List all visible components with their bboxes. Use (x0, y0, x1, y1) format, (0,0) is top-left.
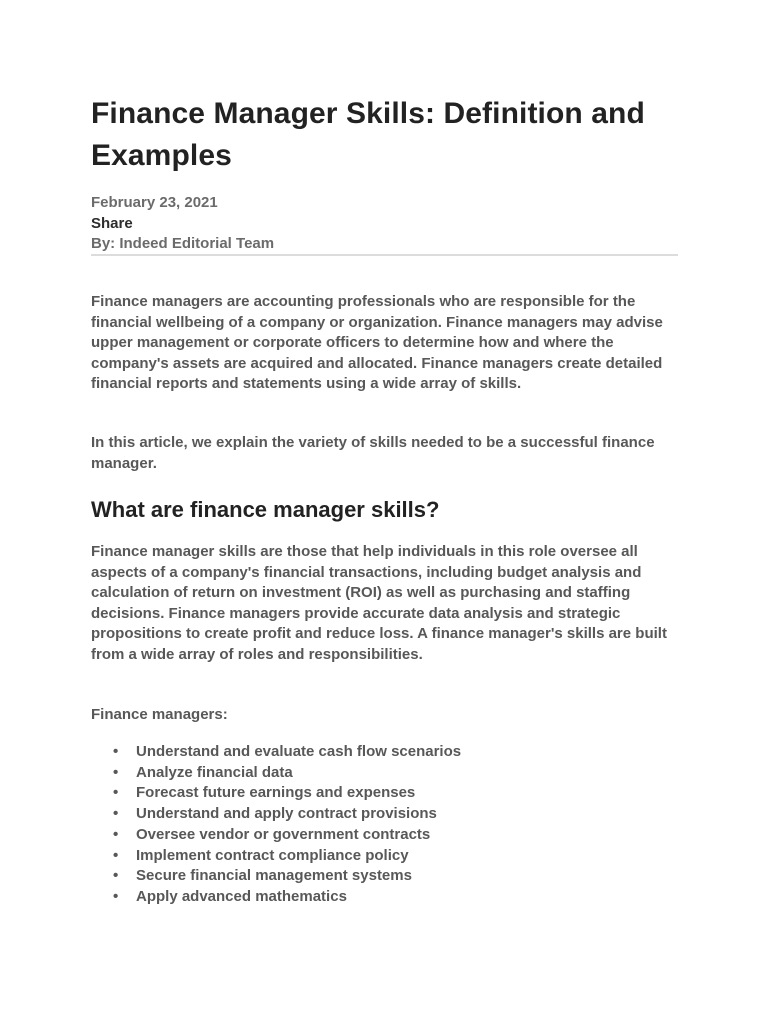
bullet-icon: • (113, 784, 119, 802)
list-item-text: Implement contract compliance policy (136, 846, 409, 864)
list-item-text: Understand and evaluate cash flow scenarios (136, 743, 462, 760)
list-item (91, 825, 681, 846)
bullet-icon: • (113, 825, 119, 843)
intro-paragraph-2: In this article, we explain the variety of skills needed to be a successful finance manager. (91, 434, 655, 472)
list-item (91, 887, 681, 908)
header-divider (91, 254, 678, 256)
list-item (91, 783, 681, 804)
bullet-icon: • (113, 887, 119, 905)
author-byline: By: Indeed Editorial Team (91, 235, 275, 252)
bullet-icon: • (113, 743, 119, 760)
page-title: Finance Manager Skills: Definition and Examples (91, 97, 645, 172)
list-item-text: Forecast future earnings and expenses (136, 784, 416, 802)
article-meta (91, 193, 681, 255)
list-item-text: Apply advanced mathematics (136, 887, 347, 905)
bullet-icon: • (113, 763, 119, 781)
skills-list (91, 742, 681, 908)
list-item (91, 804, 681, 825)
list-item-text: Secure financial management systems (136, 867, 412, 885)
publish-date: February 23, 2021 (91, 194, 218, 211)
list-item-text: Analyze financial data (136, 763, 293, 781)
bullet-icon: • (113, 846, 119, 864)
intro-paragraph: Finance managers are accounting professionals who are responsible for the financial wellbeing of a company or organization. Finance managers may advise upper management or corporate officers to determine how and where the company's assets are acquired and allocated. Finance managers create detailed financial reports and statements using a wide array of skills. (91, 293, 663, 392)
list-intro: Finance managers: (91, 706, 228, 723)
list-item-text: Oversee vendor or government contracts (136, 825, 431, 843)
bullet-icon: • (113, 805, 119, 823)
section-heading: What are finance manager skills? (91, 497, 440, 522)
list-item (91, 742, 681, 763)
list-item (91, 763, 681, 784)
bullet-icon: • (113, 867, 119, 885)
list-item (91, 846, 681, 867)
list-item (91, 866, 681, 887)
share-link[interactable]: Share (91, 214, 133, 232)
section-paragraph: Finance manager skills are those that help individuals in this role oversee all aspects of a company's financial transactions, including budget analysis and calculation of return on investment (ROI) as well as purchasing and staffing decisions. Finance managers provide accurate data analysis and strategic propositions to create profit and reduce loss. A finance manager's skills are built from a wide array of roles and responsibilities. (91, 543, 667, 663)
list-item-text: Understand and apply contract provisions (136, 805, 437, 823)
